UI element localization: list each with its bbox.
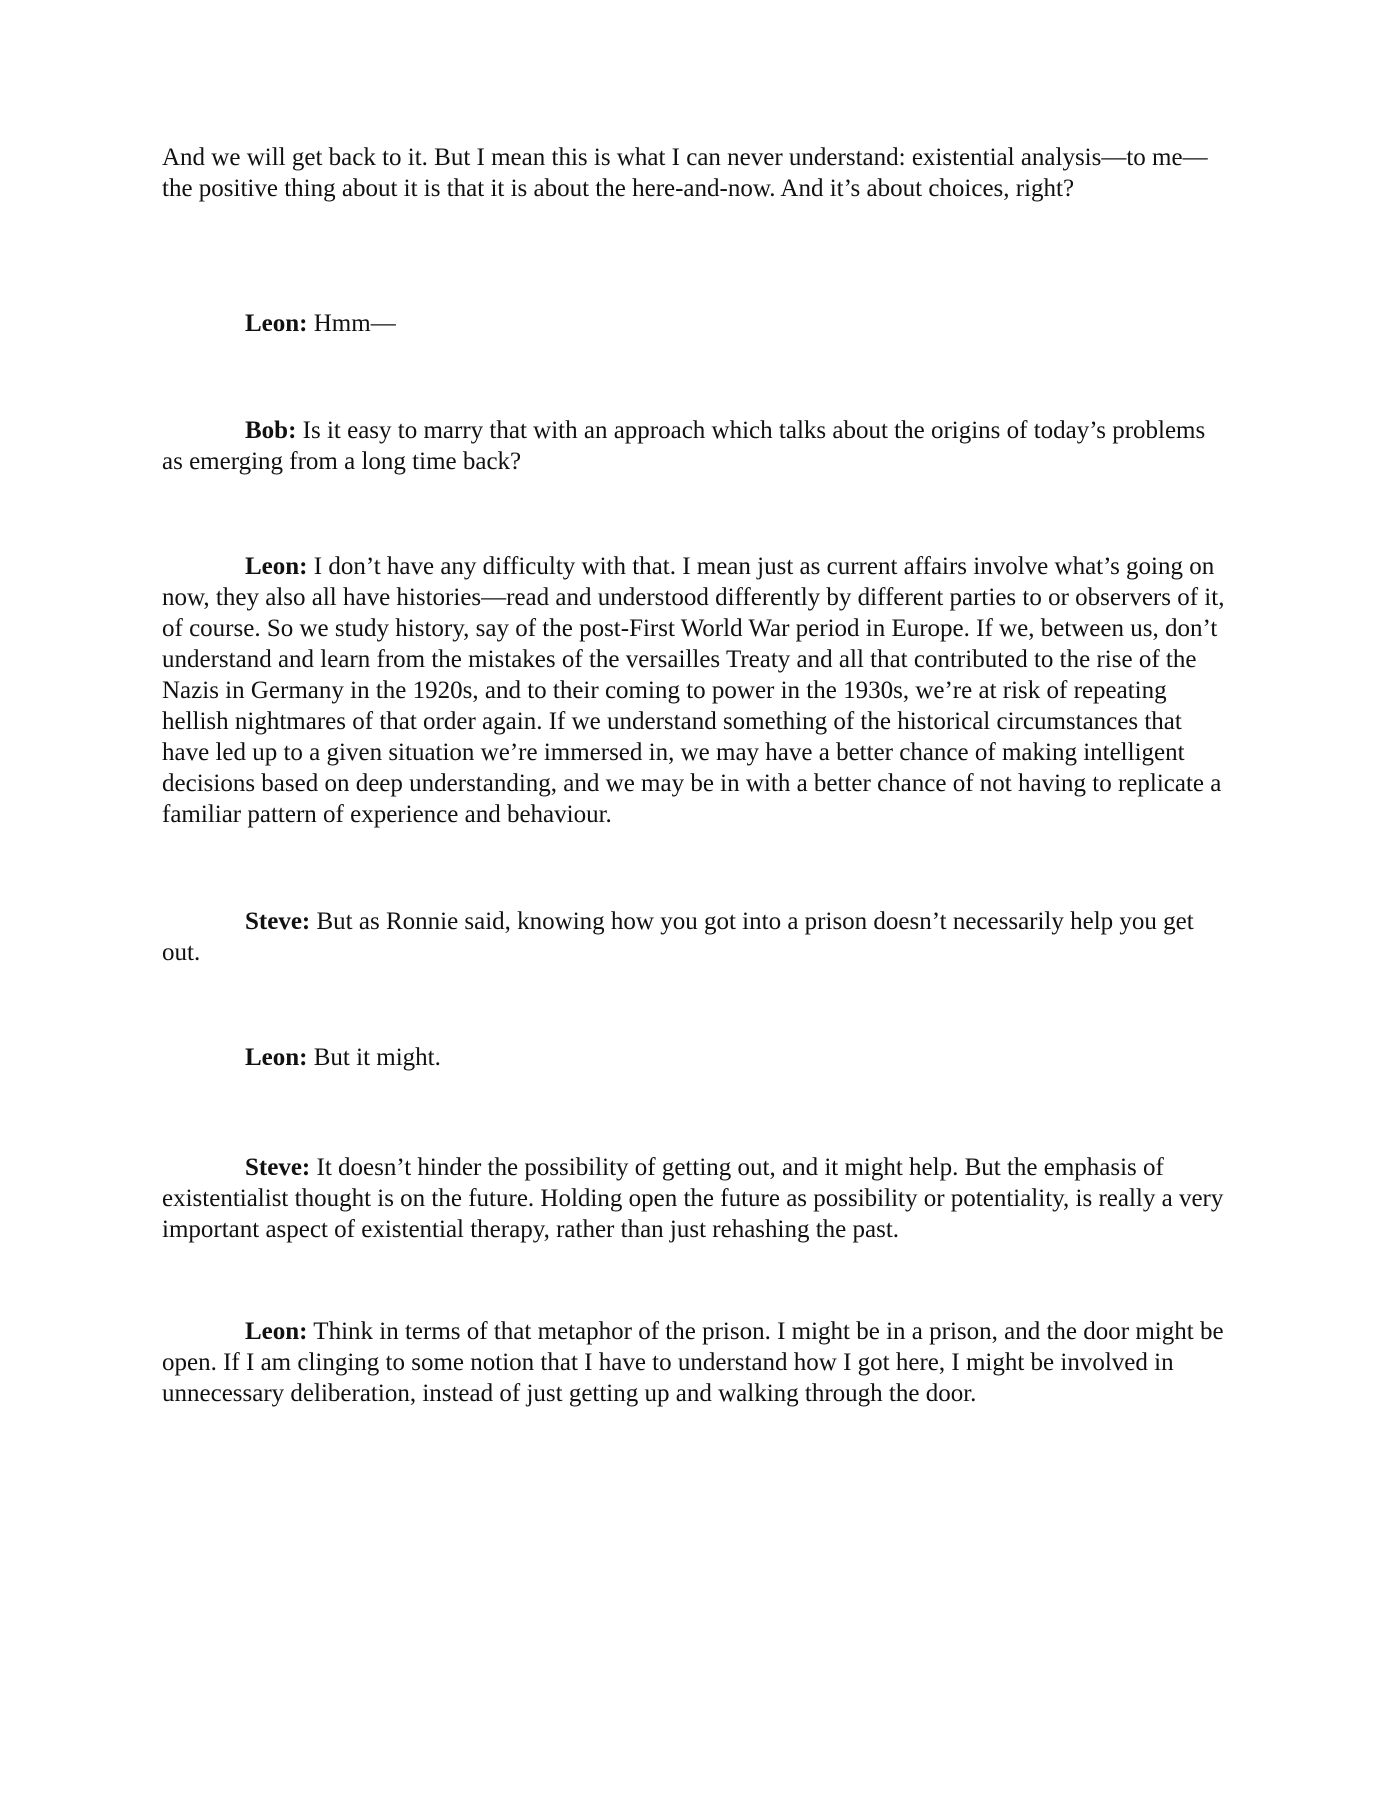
paragraph-steve-2 [162,1152,1232,1245]
speaker-label: Leon: [245,1044,308,1071]
paragraph-leon-1 [162,308,1232,339]
speaker-label: Leon: [245,1318,308,1345]
paragraph-text: But it might. [307,1044,441,1071]
speaker-label: Steve: [245,1154,311,1181]
speaker-label: Bob: [245,417,297,444]
paragraph-steve-1 [162,906,1232,968]
paragraph-continuation [162,142,1232,204]
paragraph-leon-2 [162,551,1232,830]
paragraph-leon-4 [162,1316,1232,1409]
paragraph-text: I don’t have any difficulty with that. I mean just as current affairs involve what’s going on now, they also all have histories—read and understood differently by different parties to or observers of it, of course. So we study history, say of the post-First World War period in Europe. If we, between us, don’t understand and learn from the mistakes of the versailles Treaty and all that contributed to the rise of the Nazis in Germany in the 1920s, and to their coming to power in the 1930s, we’re at risk of repeating hellish nightmares of that order again. If we understand something of the historical circumstances that have led up to a given situation we’re immersed in, we may have a better chance of making intelligent decisions based on deep understanding, and we may be in with a better chance of not having to replicate a familiar pattern of experience and behaviour. [162,553,1225,828]
paragraph-text: Hmm— [307,310,396,337]
paragraph-text: Think in terms of that metaphor of the prison. I might be in a prison, and the door might be open. If I am clinging to some notion that I have to understand how I got here, I might be involved in unnecessary deliberation, instead of just getting up and walking through the door. [162,1318,1224,1407]
paragraph-text: And we will get back to it. But I mean this is what I can never understand: existential analysis—to me—the positive thing about it is that it is about the here-and-now. And it’s about choices, right? [162,144,1208,202]
speaker-label: Leon: [245,310,308,337]
paragraph-text: But as Ronnie said, knowing how you got into a prison doesn’t necessarily help you get out. [162,908,1194,966]
paragraph-text: It doesn’t hinder the possibility of getting out, and it might help. But the emphasis of existentialist thought is on the future. Holding open the future as possibility or potentiality, is really a very important aspect of existential therapy, rather than just rehashing the past. [162,1154,1224,1243]
paragraph-leon-3 [162,1042,1232,1073]
paragraph-bob-1 [162,415,1232,477]
speaker-label: Steve: [245,908,311,935]
paragraph-text: Is it easy to marry that with an approach which talks about the origins of today’s problems as emerging from a long time back? [162,417,1206,475]
speaker-label: Leon: [245,553,308,580]
